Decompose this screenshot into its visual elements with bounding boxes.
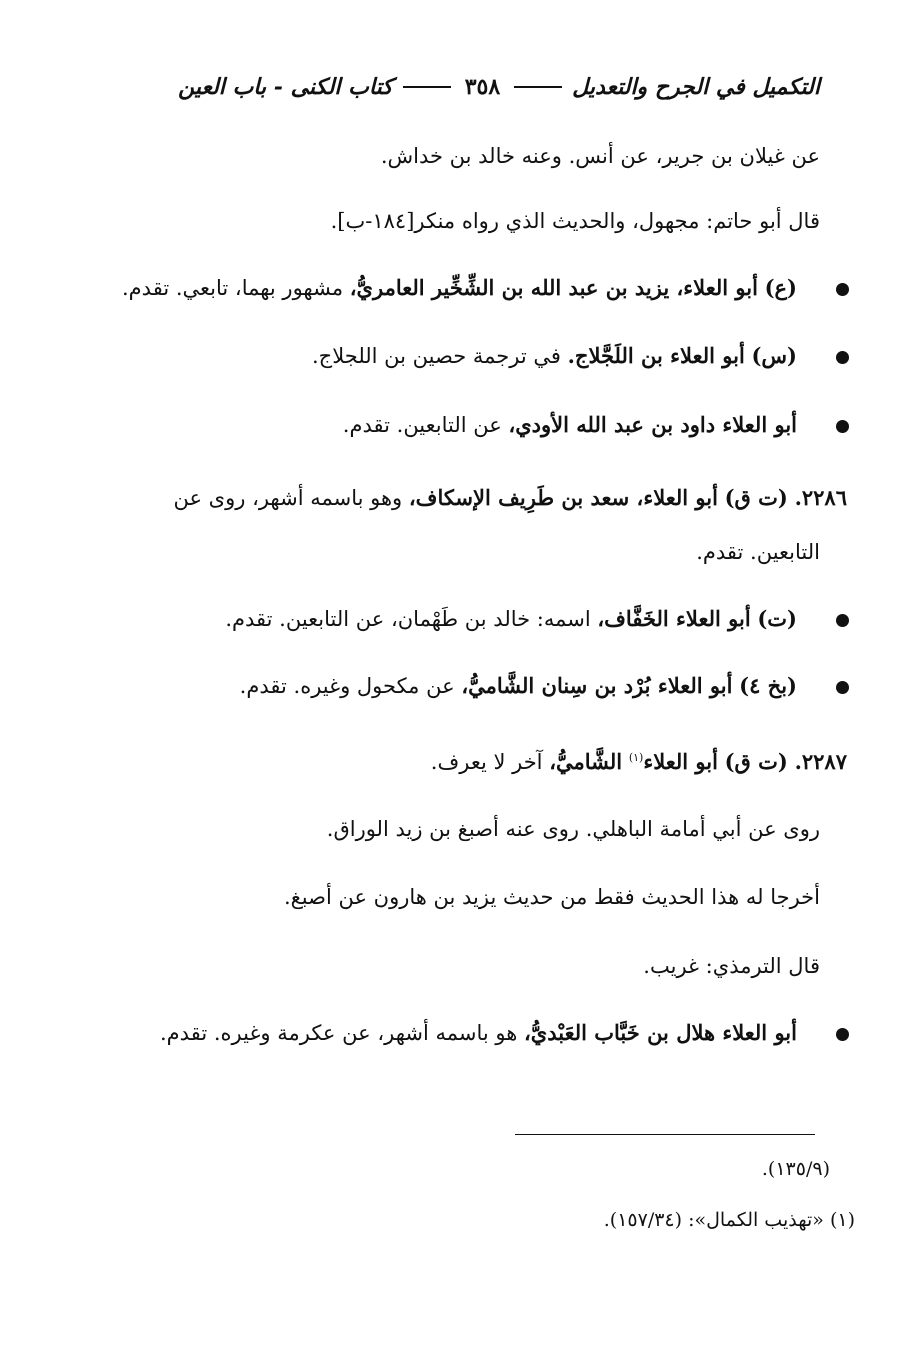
source-code: (ع) <box>764 275 797 300</box>
text-line: قال الترمذي: غريب. <box>643 954 820 978</box>
narrator-name: أبو العلاء <box>643 749 718 774</box>
footnote <box>604 1207 855 1233</box>
narrator-name: أبو العلاء الخَفَّاف، <box>597 606 751 631</box>
text-line: روى عن أبي أمامة الباهلي. روى عنه أصبغ بن زيد الوراق. <box>326 817 820 841</box>
entry-line <box>312 341 797 371</box>
entry-line <box>240 671 797 701</box>
narrator-name: أبو العلاء، يزيد بن عبد الله بن الشِّخِّير العامريُّ، <box>349 275 758 300</box>
text-line: قال أبو حاتم: مجهول، والحديث الذي رواه منكر[١٨٤-ب]. <box>330 209 820 233</box>
narrator-name: أبو العلاء داود بن عبد الله الأودي، <box>508 412 797 437</box>
bullet-icon <box>836 1028 849 1041</box>
entry-line <box>160 1018 797 1048</box>
source-code: (ت) <box>757 606 797 631</box>
footnote-divider <box>515 1134 815 1135</box>
entry-text: مشهور بهما، تابعي. تقدم. <box>122 276 344 300</box>
book-title: التكميل في الجرح والتعديل <box>572 74 820 100</box>
bullet-icon <box>836 614 849 627</box>
section-title: كتاب الكنى - باب العين <box>178 74 393 100</box>
entry-number: ٢٢٨٧. <box>794 749 847 774</box>
footnote-ref: (١) <box>628 751 644 764</box>
entry-line <box>225 604 797 634</box>
footnote-text: «تهذيب الكمال»: (١٥٧/٣٤). <box>603 1209 824 1231</box>
entry-text: اسمه: خالد بن طَهْمان، عن التابعين. تقدم. <box>225 607 591 631</box>
entry-text: عن التابعين. تقدم. <box>342 413 502 437</box>
bullet-icon <box>836 283 849 296</box>
entry-text: آخر لا يعرف. <box>430 750 543 774</box>
narrator-name: الشَّاميُّ، <box>549 749 623 774</box>
entry-line <box>122 273 797 303</box>
narrator-name: أبو العلاء بن اللَجَّلاج. <box>567 343 745 368</box>
page-number: ٣٥٨ <box>464 74 501 100</box>
footnote-continuation: (١٣٥/٩). <box>761 1158 830 1180</box>
source-code: (ت ق) <box>724 749 788 774</box>
text-line: أخرجا له هذا الحديث فقط من حديث يزيد بن هارون عن أصبغ. <box>283 885 820 909</box>
entry-number: ٢٢٨٦. <box>794 485 847 510</box>
footnote-number: (١) <box>829 1209 855 1231</box>
entry-text: وهو باسمه أشهر، روى عن <box>173 486 403 510</box>
source-code: (بخ ٤) <box>739 673 797 698</box>
running-header <box>160 74 820 100</box>
entry-text: هو باسمه أشهر، عن عكرمة وغيره. تقدم. <box>160 1021 518 1045</box>
text-line: عن غيلان بن جرير، عن أنس. وعنه خالد بن خداش. <box>380 144 820 168</box>
header-dash <box>514 86 562 88</box>
entry-text: في ترجمة حصين بن اللجلاج. <box>312 344 561 368</box>
numbered-entry <box>431 743 847 777</box>
bullet-icon <box>836 681 849 694</box>
text-line: التابعين. تقدم. <box>696 540 820 564</box>
narrator-name: أبو العلاء هلال بن خَبَّاب العَبْديُّ، <box>524 1020 797 1045</box>
header-dash <box>403 86 451 88</box>
entry-text: عن مكحول وغيره. تقدم. <box>239 674 455 698</box>
numbered-entry <box>173 483 847 513</box>
bullet-icon <box>836 351 849 364</box>
entry-line <box>343 410 797 440</box>
bullet-icon <box>836 420 849 433</box>
narrator-name: أبو العلاء، سعد بن طَرِيف الإسكاف، <box>408 485 718 510</box>
source-code: (س) <box>751 343 797 368</box>
source-code: (ت ق) <box>724 485 788 510</box>
narrator-name: أبو العلاء بُرْد بن سِنان الشَّاميُّ، <box>461 673 733 698</box>
